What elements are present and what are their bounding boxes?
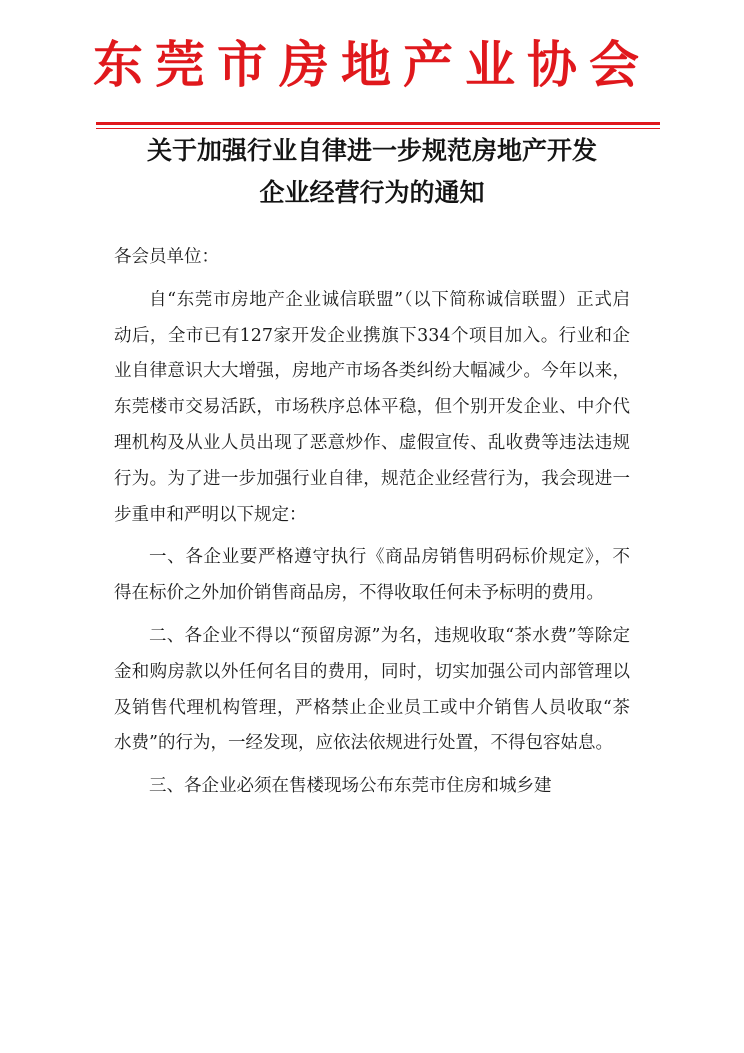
document-body (114, 240, 630, 812)
document-title-line-1: 关于加强行业自律进一步规范房地产开发 (146, 136, 597, 165)
body-paragraph-rule-2: 二、各企业不得以“预留房源”为名，违规收取“茶水费”等除定金和购房款以外任何名目的费用，同时，切实加强公司内部管理以及销售代理机构管理，严格禁止企业员工或中介销售人员收取“茶水费”的行为，一经发现，应依法依规进行处置，不得包容姑息。 (114, 625, 630, 754)
letterhead-organization-name: 东莞市房地产业协会 (93, 35, 651, 94)
body-paragraph-intro: 自“东莞市房地产企业诚信联盟”（以下简称诚信联盟）正式启动后，全市已有127家开发企业携旗下334个项目加入。行业和企业自律意识大大增强，房地产市场各类纠纷大幅减少。今年以来，东莞楼市交易活跃，市场秩序总体平稳，但个别开发企业、中介代理机构及从业人员出现了恶意炒作、虚假宣传、乱收费等违法违规行为。为了进一步加强行业自律，规范企业经营行为，我会现进一步重申和严明以下规定： (114, 289, 630, 525)
body-paragraph-rule-3: 三、各企业必须在售楼现场公布东莞市住房和城乡建 (149, 776, 552, 797)
letterhead-red-rule-thin (96, 128, 660, 129)
body-paragraph-rule-1: 一、各企业要严格遵守执行《商品房销售明码标价规定》，不得在标价之外加价销售商品房，不得收取任何未予标明的费用。 (114, 547, 630, 604)
document-title-line-2: 企业经营行为的通知 (259, 178, 485, 207)
letterhead-red-rule (96, 122, 660, 125)
salutation: 各会员单位： (114, 247, 219, 267)
